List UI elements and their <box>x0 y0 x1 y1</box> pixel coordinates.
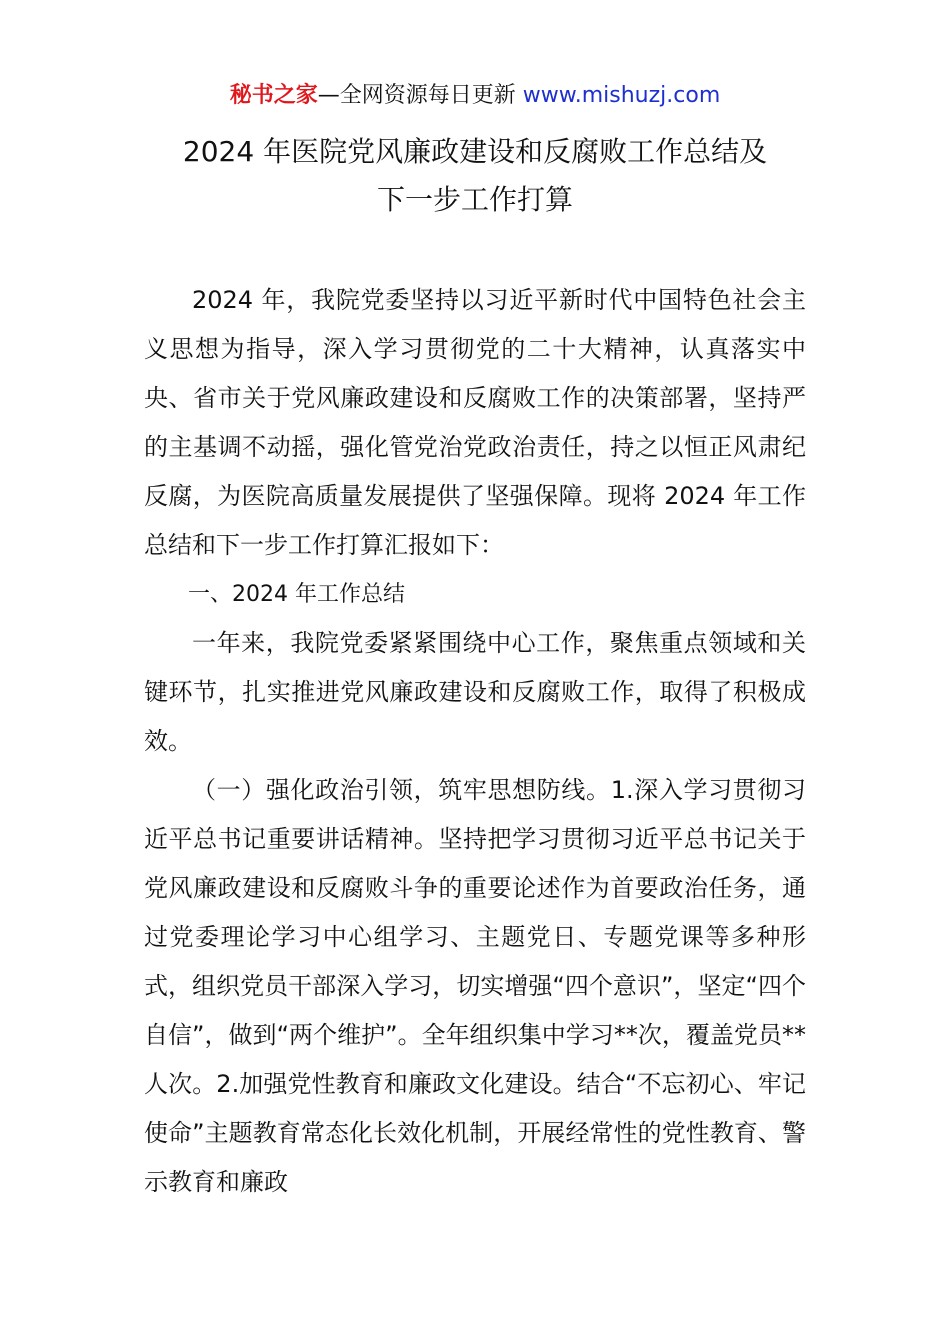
intro-paragraph: 2024 年，我院党委坚持以习近平新时代中国特色社会主义思想为指导，深入学习贯彻党的二十大精神，认真落实中央、省市关于党风廉政建设和反腐败工作的决策部署，坚持严的主基调不动摇，强化管党治党政治责任，持之以恒正风肃纪反腐，为医院高质量发展提供了坚强保障。现将 2024 年工作总结和下一步工作打算汇报如下： <box>144 286 806 559</box>
summary-paragraph: 一年来，我院党委紧紧围绕中心工作，聚焦重点领域和关键环节，扎实推进党风廉政建设和反腐败工作，取得了积极成效。 <box>144 629 806 755</box>
title-line-1: 2024 年医院党风廉政建设和反腐败工作总结及 <box>182 135 768 168</box>
document-body <box>144 276 806 1207</box>
brand-name: 秘书之家 <box>229 83 318 108</box>
section-heading: 一、2024 年工作总结 <box>188 582 405 607</box>
site-url-link[interactable]: www.mishuzj.com <box>522 83 721 108</box>
header-tagline: —全网资源每日更新 <box>317 83 523 108</box>
document-title <box>100 128 850 224</box>
site-header <box>0 80 950 112</box>
subsection-paragraph: （一）强化政治引领，筑牢思想防线。1.深入学习贯彻习近平总书记重要讲话精神。坚持把学习贯彻习近平总书记关于党风廉政建设和反腐败斗争的重要论述作为首要政治任务，通过党委理论学习中心组学习、主题党日、专题党课等多种形式，组织党员干部深入学习，切实增强“四个意识”，坚定“四个自信”，做到“两个维护”。全年组织集中学习**次，覆盖党员**人次。2.加强党性教育和廉政文化建设。结合“不忘初心、牢记使命”主题教育常态化长效化机制，开展经常性的党性教育、警示教育和廉政 <box>144 776 806 1196</box>
title-line-2: 下一步工作打算 <box>376 183 573 216</box>
